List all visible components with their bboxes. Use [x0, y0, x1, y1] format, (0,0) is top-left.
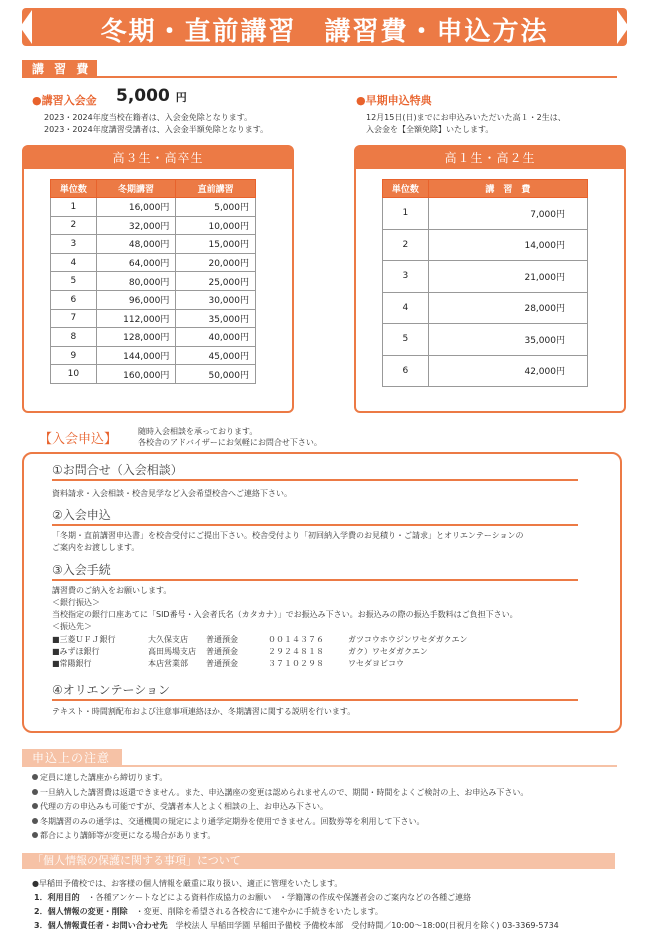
- table-row: [51, 253, 256, 272]
- units-cell: 8: [51, 328, 97, 347]
- notice-section-line: [22, 765, 617, 767]
- direct-fee-cell: 50,000円: [176, 365, 256, 384]
- table-row: [51, 346, 256, 365]
- direct-fee-cell: 45,000円: [176, 346, 256, 365]
- bank-field: ００１４３７６: [268, 635, 324, 644]
- title-banner: [22, 8, 627, 46]
- winter-fee-cell: 112,000円: [96, 309, 176, 328]
- winter-fee-cell: 16,000円: [96, 198, 176, 217]
- units-cell: 6: [383, 355, 429, 387]
- fee-cell: 28,000円: [428, 292, 587, 324]
- entrance-fee-label: ●講習入会金: [32, 94, 97, 107]
- entrance-fee-notes: 2023・2024年度当校在籍者は、入会金免除となります。 2023・2024年度講習受講者は、入会金半額免除となります。: [44, 113, 269, 134]
- step1-title: ①お問合せ（入会相談）: [52, 463, 183, 477]
- privacy-list: [34, 891, 559, 933]
- step4-text: テキスト・時間割配布および注意事項連絡ほか、冬期講習に関する説明を行います。: [52, 707, 356, 716]
- direct-fee-cell: 30,000円: [176, 290, 256, 309]
- fees-section-line: [22, 76, 617, 78]
- privacy-item-label: 3．個人情報責任者・お問い合わせ先: [34, 921, 168, 930]
- step2-title: ②入会申込: [52, 508, 111, 522]
- bank-field: ガツコウホウジンワセダガクエン: [348, 635, 468, 644]
- bank-field: 普通預金: [206, 659, 238, 668]
- bank-field: 普通預金: [206, 635, 238, 644]
- table-row: [383, 229, 588, 261]
- fee-cell: 42,000円: [428, 355, 587, 387]
- table-row: [51, 216, 256, 235]
- fee-box-junior-title: 高１生・高２生: [356, 147, 624, 169]
- step1-text: 資料請求・入会相談・校舎見学など入会希望校舎へご連絡下さい。: [52, 489, 292, 498]
- table-row: [51, 198, 256, 217]
- fee-cell: 14,000円: [428, 229, 587, 261]
- privacy-item-label: 1．利用目的: [34, 893, 80, 902]
- winter-fee-cell: 48,000円: [96, 235, 176, 254]
- col-header: 講 習 費: [428, 180, 587, 198]
- list-item: 冬期講習のみの通学は、交通機関の規定により通学定期券を使用できません。回数券等を利用して下さい。: [32, 815, 528, 830]
- table-row: [383, 292, 588, 324]
- table-row: [51, 272, 256, 291]
- fee-cell: 21,000円: [428, 261, 587, 293]
- list-item: [34, 919, 559, 933]
- units-cell: 2: [51, 216, 97, 235]
- privacy-item-text: ・各種アンケートなどによる資料作成協力のお願い ・学籍簿の作成や保護者会のご案内などの各種ご連絡: [87, 893, 472, 902]
- bank-field: 高田馬場支店: [148, 647, 196, 656]
- privacy-item-text: ・変更、削除を希望される各校舎にて速やかに手続きをいたします。: [135, 907, 383, 916]
- privacy-item-label: 2．個人情報の変更・削除: [34, 907, 128, 916]
- winter-fee-cell: 96,000円: [96, 290, 176, 309]
- col-header: 冬期講習: [96, 180, 176, 198]
- units-cell: 9: [51, 346, 97, 365]
- bullet-icon: [32, 774, 38, 780]
- direct-fee-cell: 40,000円: [176, 328, 256, 347]
- col-header: 単位数: [383, 180, 429, 198]
- title-arrow-right: [617, 10, 629, 44]
- bullet-icon: [32, 789, 38, 795]
- page-title: 冬期・直前講習 講習費・申込方法: [100, 17, 549, 47]
- step2-text: 「冬期・直前講習申込書」を校舎受付にご提出下さい。校舎受付より「初回納入学費のお見積り・ご請求」とオリエンテーションの ご案内をお渡しします。: [52, 531, 524, 552]
- bank-field: ガク）ワセダガクエン: [348, 647, 428, 656]
- privacy-section-header: 「個人情報の保護に関する事項」について: [22, 853, 615, 869]
- direct-fee-cell: 10,000円: [176, 216, 256, 235]
- list-item: 代理の方の申込みも可能ですが、受講者本人とよく相談の上、お申込み下さい。: [32, 800, 528, 815]
- units-cell: 6: [51, 290, 97, 309]
- fee-table-junior: [382, 179, 588, 387]
- table-row: [383, 355, 588, 387]
- winter-fee-cell: 32,000円: [96, 216, 176, 235]
- list-item: 都合により講師等が変更になる場合があります。: [32, 829, 528, 844]
- direct-fee-cell: 5,000円: [176, 198, 256, 217]
- bank-row: [52, 634, 548, 646]
- early-bird-label: ●早期申込特典: [356, 94, 432, 107]
- winter-fee-cell: 80,000円: [96, 272, 176, 291]
- bank-field: ２９２４８１８: [268, 647, 324, 656]
- bank-list: [52, 634, 548, 670]
- table-row: [51, 309, 256, 328]
- winter-fee-cell: 160,000円: [96, 365, 176, 384]
- units-cell: 1: [51, 198, 97, 217]
- bank-field: ■みずほ銀行: [52, 647, 100, 656]
- table-row: [51, 290, 256, 309]
- direct-fee-cell: 35,000円: [176, 309, 256, 328]
- privacy-intro: ●早稲田予備校では、お客様の個人情報を厳重に取り扱い、適正に管理をいたします。: [32, 879, 343, 888]
- list-item: [34, 891, 559, 905]
- units-cell: 10: [51, 365, 97, 384]
- table-row: [51, 235, 256, 254]
- application-title: 【入会申込】: [36, 428, 120, 447]
- bank-row: [52, 658, 548, 670]
- winter-fee-cell: 128,000円: [96, 328, 176, 347]
- table-row: [51, 328, 256, 347]
- winter-fee-cell: 64,000円: [96, 253, 176, 272]
- fee-cell: 7,000円: [428, 198, 587, 230]
- bank-field: ワセダヨビコウ: [348, 659, 404, 668]
- application-subtitle: 随時入会相談を承っております。 各校舎のアドバイザーにお気軽にお問合せ下さい。: [138, 427, 322, 447]
- fee-box-senior-title: 高３生・高卒生: [24, 147, 292, 169]
- list-item: 一旦納入した講習費は返還できません。また、申込講座の変更は認められませんので、期間・時間をよくご検討の上、お申込み下さい。: [32, 786, 528, 801]
- privacy-item-text: 学校法人 早稲田学園 早稲田予備校 予備校本部 受付時間／10:00～18:00(日祝月を除く) 03-3369-5734: [175, 921, 559, 930]
- notice-section-header: 申込上の注意: [22, 749, 122, 767]
- table-row: [383, 261, 588, 293]
- col-header: 直前講習: [176, 180, 256, 198]
- units-cell: 2: [383, 229, 429, 261]
- step1-line: [52, 479, 578, 481]
- step3-text: 講習費のご納入をお願いします。 ＜銀行振込＞ 当校指定の銀行口座あてに「SID番号・入会者氏名（カタカナ）」でお振込み下さい。お振込みの際の振込手数料はご負担下さい。 ＜振込先＞: [52, 586, 518, 631]
- bank-field: 普通預金: [206, 647, 238, 656]
- direct-fee-cell: 15,000円: [176, 235, 256, 254]
- bullet-icon: [32, 818, 38, 824]
- step4-title: ④オリエンテーション: [52, 683, 171, 697]
- fee-cell: 35,000円: [428, 324, 587, 356]
- units-cell: 5: [51, 272, 97, 291]
- bullet-icon: [32, 832, 38, 838]
- table-row: [383, 324, 588, 356]
- step4-line: [52, 699, 578, 701]
- bullet-icon: [32, 803, 38, 809]
- units-cell: 4: [383, 292, 429, 324]
- step2-line: [52, 524, 578, 526]
- list-item: [34, 905, 559, 919]
- early-bird-notes: 12月15日(日)までにお申込みいただいた高１・2生は、 入会金を【全額免除】いたします。: [366, 113, 566, 134]
- fees-section-header: 講 習 費: [22, 60, 97, 78]
- bank-field: 本店営業部: [148, 659, 188, 668]
- units-cell: 1: [383, 198, 429, 230]
- units-cell: 7: [51, 309, 97, 328]
- bank-row: [52, 646, 548, 658]
- bank-field: ■常陽銀行: [52, 659, 92, 668]
- direct-fee-cell: 25,000円: [176, 272, 256, 291]
- bank-field: 大久保支店: [148, 635, 188, 644]
- bank-field: ３７１０２９８: [268, 659, 324, 668]
- step3-line: [52, 579, 578, 581]
- col-header: 単位数: [51, 180, 97, 198]
- units-cell: 3: [383, 261, 429, 293]
- direct-fee-cell: 20,000円: [176, 253, 256, 272]
- bank-field: ■三菱ＵＦＪ銀行: [52, 635, 116, 644]
- list-item: 定員に達した講座から締切ります。: [32, 771, 528, 786]
- step3-title: ③入会手続: [52, 563, 111, 577]
- winter-fee-cell: 144,000円: [96, 346, 176, 365]
- entrance-fee-amount: 5,000 円: [116, 86, 187, 106]
- units-cell: 5: [383, 324, 429, 356]
- units-cell: 4: [51, 253, 97, 272]
- table-row: [383, 198, 588, 230]
- notice-list: [32, 771, 528, 844]
- fee-table-senior: [50, 179, 256, 384]
- units-cell: 3: [51, 235, 97, 254]
- table-row: [51, 365, 256, 384]
